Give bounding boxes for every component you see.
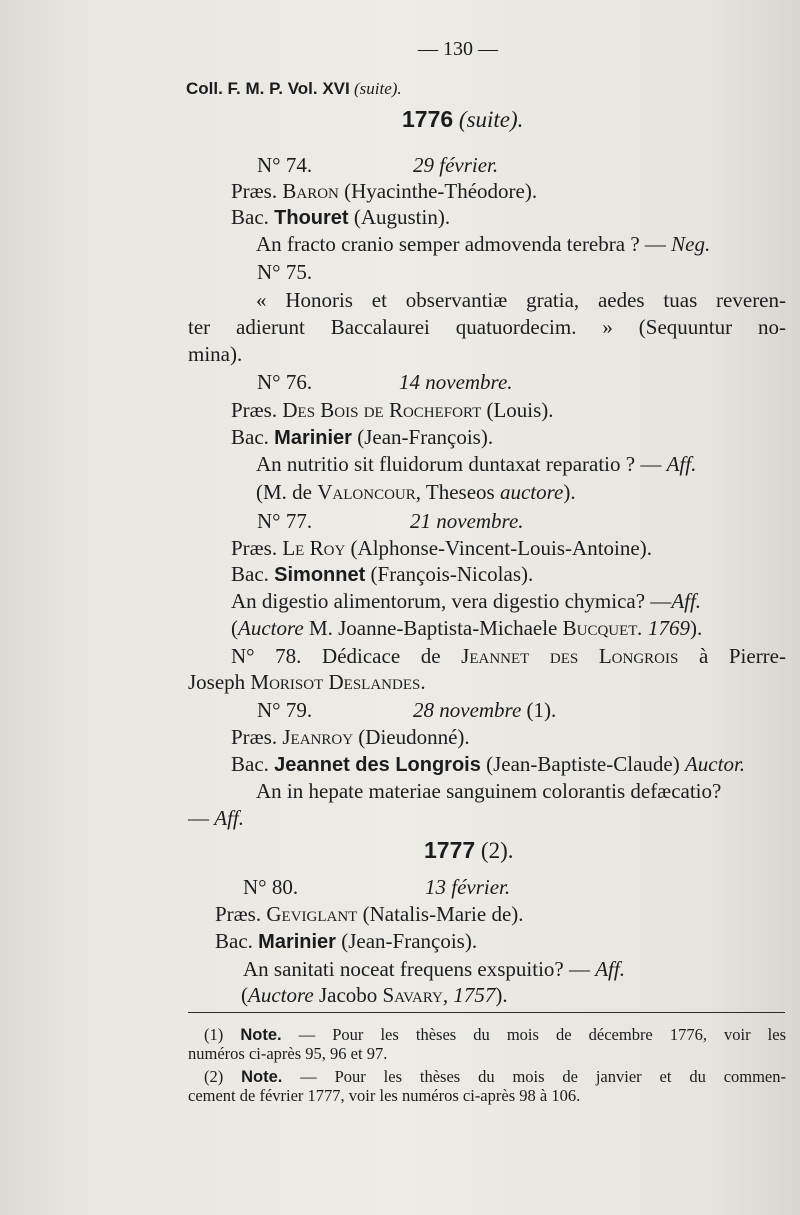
dedication-78-line-2: Joseph Morisot Deslandes.	[188, 670, 426, 694]
year-heading-1776: 1776 (suite).	[402, 106, 524, 132]
question-76: An nutritio sit fluidorum duntaxat reparatio ? — Aff.	[256, 452, 697, 476]
entry-number-78: N° 78.	[231, 644, 302, 668]
collection-suite: (suite).	[353, 79, 402, 98]
bac-line-74: Bac. Thouret (Augustin).	[231, 205, 451, 229]
text-75-line-3: mina).	[188, 342, 243, 366]
collection-title: Coll. F. M. P. Vol. XVI	[186, 79, 350, 98]
question-79: An in hepate materiae sanguinem colorantis defæcatio?	[256, 779, 722, 803]
author-80: (Auctore Jacobo Savary, 1757).	[241, 983, 508, 1007]
bac-line-80: Bac. Marinier (Jean-François).	[215, 929, 478, 953]
year-heading-1777: 1777 (2).	[424, 837, 514, 863]
entry-number-75: N° 75.	[257, 260, 313, 284]
footnote-1-line-1: (1) Note. — Pour les thèses du mois de décembre 1776, voir les	[204, 1025, 787, 1044]
entry-date-77: 21 novembre.	[410, 509, 524, 533]
praeses-line-79: Præs. Jeanroy (Dieudonné).	[231, 725, 470, 749]
entry-date-80: 13 février.	[425, 875, 511, 899]
entry-number-76: N° 76.	[257, 370, 313, 394]
bac-line-76: Bac. Marinier (Jean-François).	[231, 425, 494, 449]
author-77: (Auctore M. Joanne-Baptista-Michaele Bucquet. 1769).	[231, 616, 703, 640]
praeses-line-80: Præs. Geviglant (Natalis-Marie de).	[215, 902, 524, 926]
text-75-line-2: ter adierunt Baccalaurei quatuordecim. » (Sequuntur no-	[188, 315, 786, 339]
praeses-line-77: Præs. Le Roy (Alphonse-Vincent-Louis-Antoine).	[231, 536, 652, 560]
question-80: An sanitati noceat frequens exspuitio? — Aff.	[243, 957, 625, 981]
entry-date-79: 28 novembre (1).	[413, 698, 557, 722]
answer-79: — Aff.	[188, 806, 244, 830]
dedication-78-line-1: N° 78. Dédicace de Jeannet des Longrois à Pierre-	[231, 644, 786, 668]
entry-number-79: N° 79.	[257, 698, 313, 722]
entry-number-77: N° 77.	[257, 509, 313, 533]
entry-number-80: N° 80.	[243, 875, 299, 899]
footnote-2-line-2: cement de février 1777, voir les numéros ci-après 98 à 106.	[188, 1086, 581, 1105]
footnote-divider	[188, 1012, 785, 1013]
page-number: — 130 —	[418, 38, 498, 60]
entry-date-76: 14 novembre.	[399, 370, 513, 394]
question-77: An digestio alimentorum, vera digestio chymica? —Aff.	[231, 589, 702, 613]
praeses-line-76: Præs. Des Bois de Rochefort (Louis).	[231, 398, 554, 422]
entry-date-74: 29 février.	[413, 153, 499, 177]
bac-line-79: Bac. Jeannet des Longrois (Jean-Baptiste-Claude) Auctor.	[231, 752, 746, 776]
question-74: An fracto cranio semper admovenda terebra ? — Neg.	[256, 232, 711, 256]
author-76: (M. de Valoncour, Theseos auctore).	[256, 480, 576, 504]
text-75-line-1: « Honoris et observantiæ gratia, aedes tuas reveren-	[256, 288, 786, 312]
collection-header	[186, 76, 402, 102]
entry-number-74: N° 74.	[257, 153, 313, 177]
praeses-line-74: Præs. Baron (Hyacinthe-Théodore).	[231, 179, 538, 203]
bac-line-77: Bac. Simonnet (François-Nicolas).	[231, 562, 534, 586]
footnote-2-line-1: (2) Note. — Pour les thèses du mois de janvier et du commen-	[204, 1067, 787, 1086]
footnote-1-line-2: numéros ci-après 95, 96 et 97.	[188, 1044, 388, 1063]
